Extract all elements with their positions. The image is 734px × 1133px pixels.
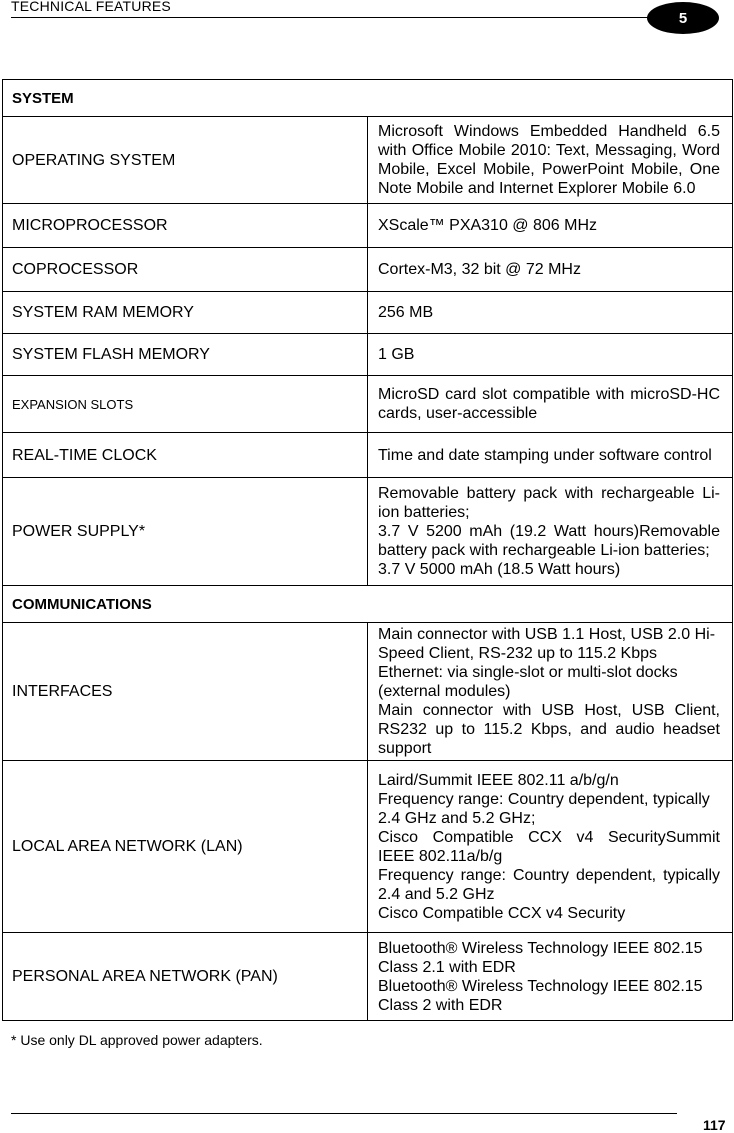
interfaces-line-5: Main connector with USB Host, USB Client, RS232 up to 115.2 Kbps, and audio headset support (378, 702, 720, 757)
spec-row-os (3, 117, 733, 204)
spec-row-clock (3, 433, 733, 478)
pan-line-4: Class 2 with EDR (378, 996, 503, 1014)
spec-value-ram: 256 MB (368, 292, 733, 334)
spec-label-clock: REAL-TIME CLOCK (3, 433, 368, 478)
spec-label-coprocessor: COPROCESSOR (3, 248, 368, 292)
pan-label-text: PERSONAL AREA NETWORK (PAN) (12, 968, 278, 985)
section-heading-communications: COMMUNICATIONS (3, 586, 733, 623)
power-adapter-footnote: * Use only DL approved power adapters. (11, 1032, 263, 1048)
spec-value-coprocessor: Cortex-M3, 32 bit @ 72 MHz (368, 248, 733, 292)
lan-line-2: Frequency range: Country dependent, typically (378, 790, 710, 808)
spec-label-interfaces: INTERFACES (3, 623, 368, 761)
chapter-badge: 5 (647, 2, 719, 34)
spec-label-os: OPERATING SYSTEM (3, 117, 368, 204)
lan-label-text: LOCAL AREA NETWORK (LAN) (12, 838, 243, 855)
spec-row-lan (3, 761, 733, 933)
technical-features-table (2, 79, 733, 1021)
power-line-1: Removable battery pack with rechargeable Li-ion batteries; (378, 485, 720, 521)
lan-line-5: Frequency range: Country dependent, typically 2.4 and 5.2 GHz (378, 866, 720, 903)
spec-label-flash: SYSTEM FLASH MEMORY (3, 334, 368, 376)
spec-value-pan (368, 933, 733, 1021)
pan-line-3: Bluetooth® Wireless Technology IEEE 802.15 (378, 977, 703, 995)
spec-value-power-supply (368, 478, 733, 586)
interfaces-line-4: (external modules) (378, 683, 511, 700)
header-rule (11, 17, 671, 18)
section-heading-system: SYSTEM (3, 80, 733, 117)
pan-line-2: Class 2.1 with EDR (378, 958, 516, 976)
spec-value-lan (368, 761, 733, 933)
spec-label-cpu: MICROPROCESSOR (3, 204, 368, 248)
spec-label-ram: SYSTEM RAM MEMORY (3, 292, 368, 334)
running-header-title: TECHNICAL FEATURES (11, 0, 171, 14)
power-line-2: 3.7 V 5200 mAh (19.2 Watt hours)Removable battery pack with rechargeable Li-ion batteries; (378, 523, 720, 559)
spec-label-pan (3, 933, 368, 1021)
spec-value-cpu: XScale™ PXA310 @ 806 MHz (368, 204, 733, 248)
spec-row-power-supply (3, 478, 733, 586)
lan-line-1: Laird/Summit IEEE 802.11 a/b/g/n (378, 771, 619, 789)
spec-row-cpu (3, 204, 733, 248)
lan-line-3: 2.4 GHz and 5.2 GHz; (378, 809, 536, 827)
interfaces-line-1: Main connector with USB 1.1 Host, USB 2.0 Hi- (378, 626, 716, 643)
footer-rule (11, 1113, 677, 1114)
spec-label-power-supply: POWER SUPPLY* (3, 478, 368, 586)
spec-value-interfaces (368, 623, 733, 761)
spec-row-flash (3, 334, 733, 376)
spec-value-clock: Time and date stamping under software control (368, 433, 733, 478)
interfaces-line-2: Speed Client, RS-232 up to 115.2 Kbps (378, 645, 657, 662)
spec-row-coprocessor (3, 248, 733, 292)
spec-value-expansion-slots: MicroSD card slot compatible with microSD-HC cards, user-accessible (368, 376, 733, 433)
power-line-3: 3.7 V 5000 mAh (18.5 Watt hours) (378, 561, 621, 578)
lan-line-6: Cisco Compatible CCX v4 Security (378, 904, 626, 922)
lan-line-4: Cisco Compatible CCX v4 SecuritySummit IEEE 802.11a/b/g (378, 828, 720, 865)
spec-value-os: Microsoft Windows Embedded Handheld 6.5 with Office Mobile 2010: Text, Messaging, Word Mobile, Excel Mobile, PowerPoint Mobile, One Note Mobile and Internet Explorer Mobile 6.0 (368, 117, 733, 204)
spec-label-lan (3, 761, 368, 933)
spec-row-expansion-slots (3, 376, 733, 433)
pan-line-1: Bluetooth® Wireless Technology IEEE 802.15 (378, 939, 703, 957)
spec-row-interfaces (3, 623, 733, 761)
spec-value-flash: 1 GB (368, 334, 733, 376)
page-number: 117 (703, 1117, 726, 1133)
interfaces-line-3: Ethernet: via single-slot or multi-slot docks (378, 664, 678, 681)
section-row-system (3, 80, 733, 117)
spec-label-expansion-slots: EXPANSION SLOTS (3, 376, 368, 433)
spec-row-pan (3, 933, 733, 1021)
spec-row-ram (3, 292, 733, 334)
section-row-communications (3, 586, 733, 623)
